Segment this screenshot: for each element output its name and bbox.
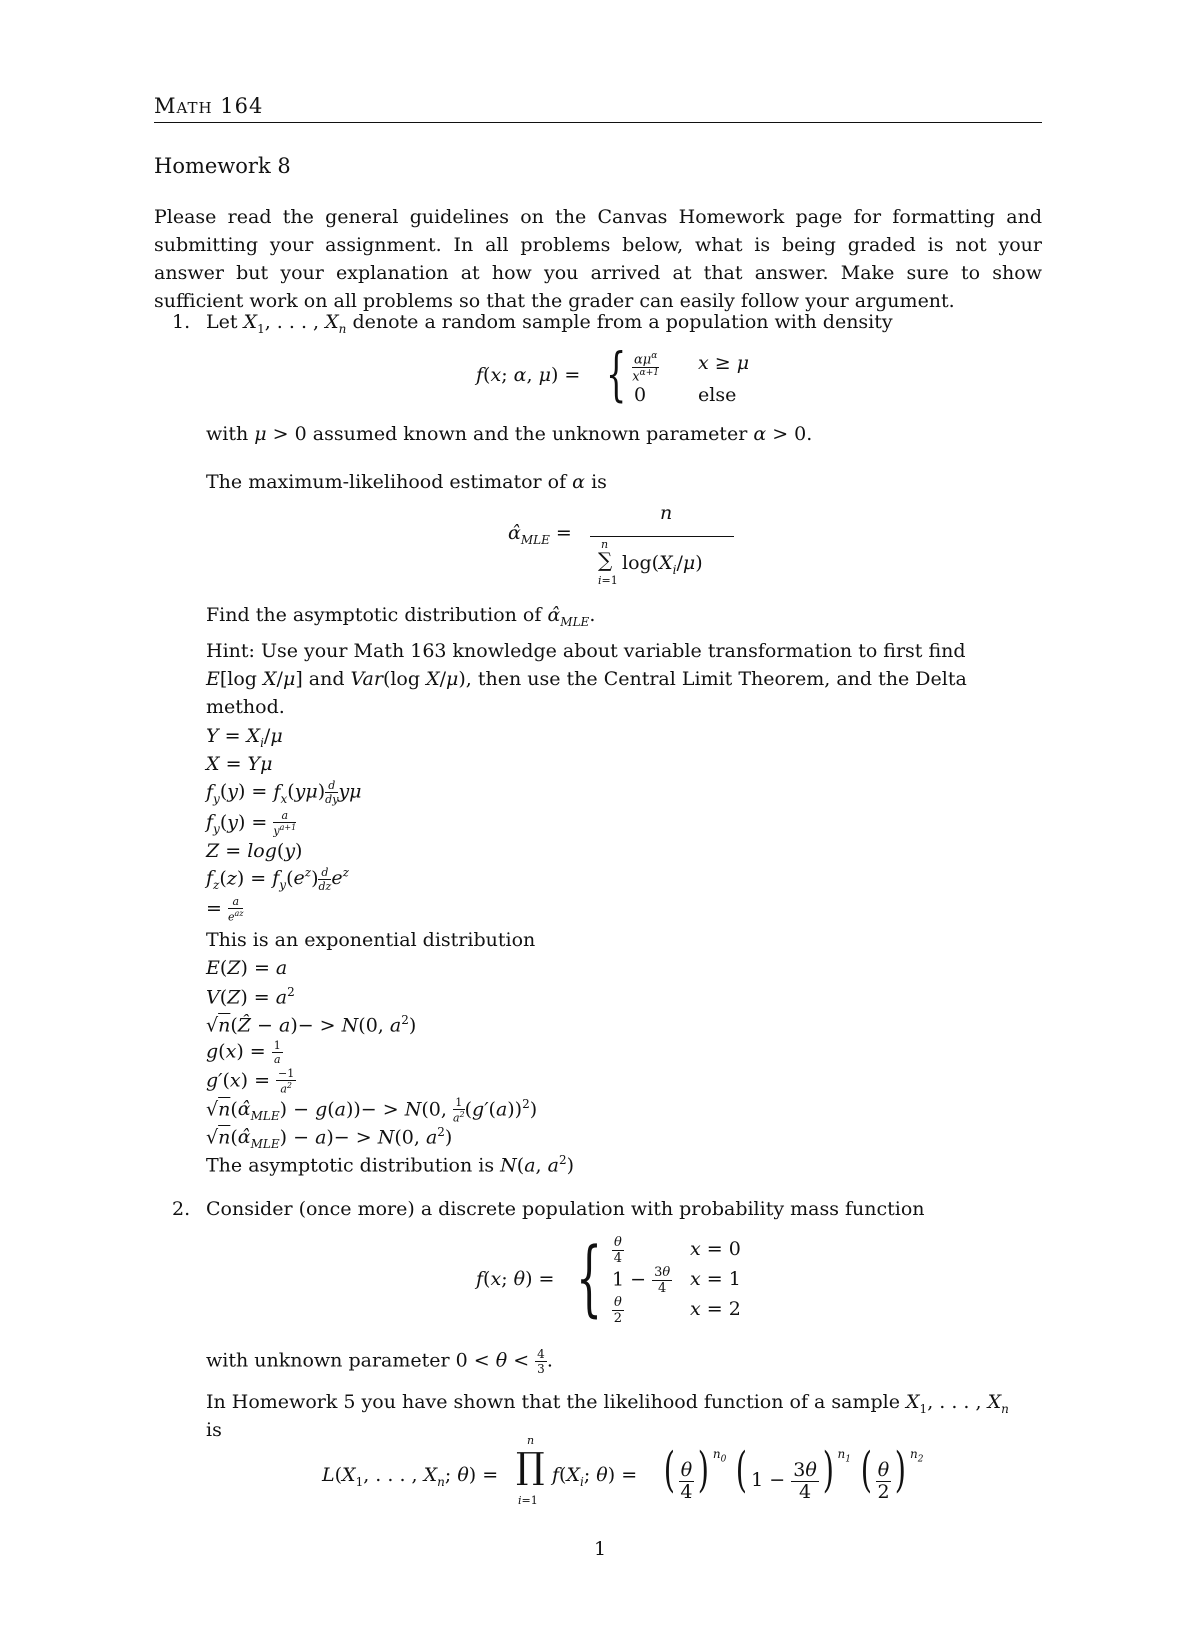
exponential-note: This is an exponential distribution xyxy=(206,929,536,951)
pmf-brace: { xyxy=(576,1231,603,1326)
let-word: Let xyxy=(206,311,238,333)
page-number: 1 xyxy=(593,1538,607,1560)
deriv-variance: $V(Z) = a^2$ xyxy=(206,985,295,1009)
prod-lower-limit: i=1 xyxy=(518,1494,538,1507)
header-rule xyxy=(154,122,1042,123)
deriv-expectation: E(Z) = a xyxy=(206,957,288,979)
deriv-x-def: X = Yμ xyxy=(206,753,273,775)
pmf-case-3: $\frac{\theta}{2}$ xyxy=(613,1295,623,1326)
problem-2-parameter: with unknown parameter 0 < θ < $\frac{4}{3}$ . xyxy=(206,1347,553,1376)
deriv-y-def: $Y = X_i/\mu$ xyxy=(206,725,283,750)
sum-symbol: ∑ xyxy=(598,548,613,572)
hw5-line-1: In Homework 5 you have shown that the likelihood function of a sample $X_1$, . . . , $X_n$ xyxy=(206,1391,1009,1416)
deriv-z-def: Z = log(y) xyxy=(206,840,303,862)
deriv-delta-2: $√n(\alphâ_{MLE}) - a)- > N(0$, $a^2$) xyxy=(206,1125,453,1152)
sum-lower-limit: i=1 xyxy=(598,574,618,587)
prod-upper-limit: n xyxy=(527,1434,535,1447)
mle-fraction-bar xyxy=(590,536,734,537)
mle-lhs: $\alphâ_{MLE}$ = xyxy=(508,522,572,547)
deriv-g-prime: g′(x) = $\frac{-1}{a^2}$ xyxy=(206,1067,295,1096)
deriv-fy-1: $f_y(y) = f_x(y\mu)$ $\frac{d}{dy}$ yμ xyxy=(206,779,362,806)
likelihood-rhs: ( $\frac{\theta}{4}$ ) $^{n_0}$ ( 1 − $\frac{3\theta}{4}$ ) $^{n_1}$ ( $\frac{\theta}{2}$ ) $^{n_2}$ xyxy=(663,1442,924,1503)
pmf-case-1: $\frac{\theta}{4}$ xyxy=(613,1235,623,1266)
brace-symbol: { xyxy=(606,340,627,408)
density-lhs: f(x; α, μ) = xyxy=(476,364,581,386)
find-statement: Find the asymptotic distribution of $\alphâ_{MLE}$. xyxy=(206,604,596,629)
product-symbol: ∏ xyxy=(516,1446,545,1487)
hint-line-3: method. xyxy=(206,696,285,718)
hint-line-1: Hint: Use your Math 163 knowledge about variable transformation to first find xyxy=(206,640,966,662)
problem-2-number: 2. xyxy=(172,1198,191,1220)
deriv-delta-1: $√n(\alphâ_{MLE}) - g(a))- > N(0$, $\frac{1}{a^2}$ $(g'(a))^2$) xyxy=(206,1096,538,1125)
mle-denominator: $\log(X_i/\mu)$ xyxy=(622,552,703,577)
pmf-cond-3: x = 2 xyxy=(690,1298,741,1320)
problem-1-intro: Let $X_1$, . . . , $X_n$ denote a random sample from a population with density xyxy=(206,311,893,336)
intro-paragraph: Please read the general guidelines on the Canvas Homework page for formatting and submitting your assignment. In all problems below, what is being graded is not your answer but your explanation at how you arrived at that answer. Make sure to show sufficient work on all problems so that the grader can easily follow your argument. xyxy=(154,206,1042,312)
density-case-2: 0 xyxy=(634,384,647,406)
pmf-case-2: 1 − $\frac{3\theta}{4}$ xyxy=(612,1265,671,1296)
likelihood-lhs: $L(X_1$, . . . , $X_n$; θ) = xyxy=(322,1464,499,1489)
hint-line-2: E[log X/μ] and Var(log X/μ), then use the Central Limit Theorem, and the Delta xyxy=(206,668,967,690)
deriv-g: g(x) = $\frac{1}{a}$ xyxy=(206,1039,281,1066)
mle-numerator: n xyxy=(660,502,673,524)
density-cond-1: x ≥ μ xyxy=(698,352,750,374)
deriv-fz-1: $f_z(z) = f_y(e^z)$ $\frac{d}{dz}$ $e^z$ xyxy=(206,865,349,893)
deriv-clt: √n(Ẑ − a)− > N(0, $a^2$) xyxy=(206,1013,417,1037)
likelihood-middle: $f(X_i$; θ) = xyxy=(552,1464,638,1489)
sum-upper-limit: n xyxy=(601,538,609,551)
problem-1-intro-text: denote a random sample from a population with density xyxy=(352,311,893,333)
asymptotic-result: The asymptotic distribution is N(a, $a^2$) xyxy=(206,1153,574,1177)
pmf-cond-2: x = 1 xyxy=(690,1268,741,1290)
hw5-line-2: is xyxy=(206,1419,222,1441)
problem-2-intro: Consider (once more) a discrete population with probability mass function xyxy=(206,1198,925,1220)
homework-title: Homework 8 xyxy=(154,154,291,178)
problem-1-assumption: with μ > 0 assumed known and the unknown parameter α > 0. xyxy=(206,423,813,445)
deriv-fz-2: = $\frac{a}{e^{az}}$ xyxy=(206,895,244,924)
course-header: Math 164 xyxy=(154,94,264,118)
deriv-fy-2: $f_y(y)$ = $\frac{a}{y^{a+1}}$ xyxy=(206,809,297,838)
pmf-cond-1: x = 0 xyxy=(690,1238,741,1260)
density-cond-2: else xyxy=(698,384,737,406)
density-case-1: $\frac{\alpha\mu^\alpha}{x^{\alpha+1}}$ xyxy=(632,351,659,385)
problem-1-number: 1. xyxy=(172,311,191,333)
pmf-lhs: f(x; θ) = xyxy=(476,1268,555,1290)
mle-statement: The maximum-likelihood estimator of α is xyxy=(206,471,607,493)
